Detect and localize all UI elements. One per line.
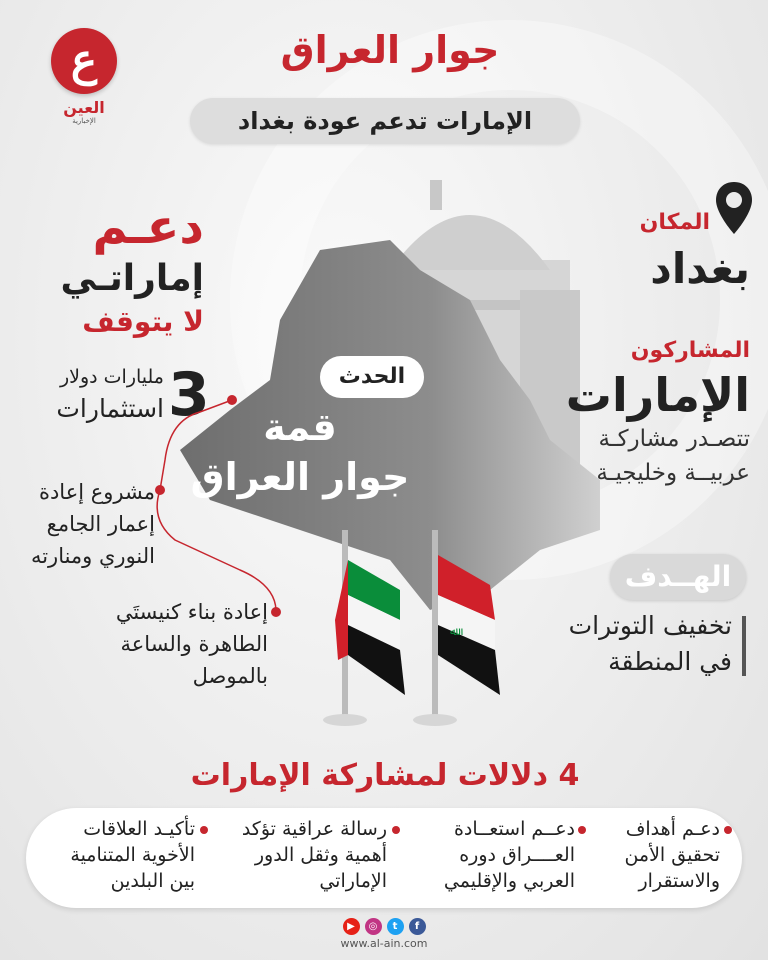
participants-description [510,422,750,490]
significance-bullet [724,826,732,834]
facebook-icon[interactable]: f [409,918,426,935]
significance-title: 4 دلالات لمشاركة الإمارات [190,758,580,793]
event-name-line1: قمة [263,405,337,449]
significance-bullet [578,826,586,834]
significance-item [400,816,575,894]
support-heading [24,198,204,342]
significance-bullet [392,826,400,834]
significance-item-line: رسالة عراقية تؤكد [241,818,387,840]
project-mosque: مشروع إعادة إعمار الجامع النوري ومنارته [30,480,155,568]
investment-number: 3 [168,360,210,430]
event-name [180,402,420,502]
significance-bullet [200,826,208,834]
event-tag: الحدث [320,356,424,398]
significance-item [212,816,387,894]
twitter-icon[interactable]: t [387,918,404,935]
significance-item-line: الإماراتي [319,870,387,892]
page-subtitle: الإمارات تدعم عودة بغداد [190,98,580,144]
investment-unit: مليارات دولار [59,366,164,388]
al-ain-logo [44,28,124,128]
place-value: بغداد [650,244,750,293]
significance-item-line: والاستقرار [638,870,720,892]
logo-name: العين [63,98,105,117]
participants-desc-line1: تتصـدر مشاركـة [598,426,750,452]
event-name-line2: جوار العراق [190,455,410,499]
significance-item-line: دعــم استعــادة [453,818,575,840]
support-line1: دعـم [92,199,204,255]
support-line2: إماراتـي [60,258,204,299]
goal-divider [742,616,746,676]
significance-item-line: العــــراق دوره [459,844,575,866]
page-title: جوار العراق [280,28,500,72]
goal-line2: في المنطقة [608,647,732,676]
significance-item [590,816,720,894]
significance-item-line: بين البلدين [110,870,195,892]
significance-item-line: الأخوية المتنامية [70,844,195,866]
significance-item-line: تحقيق الأمن [624,844,720,866]
significance-item-line: تأكيـد العلاقات [83,818,195,840]
social-links [312,918,456,935]
significance-item-line: أهمية وثقل الدور [254,844,387,866]
youtube-icon[interactable]: ▶ [343,918,360,935]
significance-item-line: العربي والإقليمي [443,870,575,892]
instagram-icon[interactable]: ◎ [365,918,382,935]
significance-item-line: دعـم أهداف [625,818,720,840]
flags-illustration [320,520,520,740]
iraq-flag [438,555,500,695]
goal-text [520,608,732,680]
project-churches: إعادة بناء كنيستَي الطاهرة والساعة بالموصل [115,600,268,688]
location-pin-icon [714,180,754,236]
logo-emblem [51,28,117,94]
significance-item [40,816,195,894]
investment-label: استثمارات [56,394,164,423]
participants-value: الإمارات [565,368,750,422]
website-link[interactable]: www.al-ain.com [340,937,428,950]
participants-desc-line2: عربيــة وخليجيـة [596,460,750,486]
logo-subtitle: الإخبارية [72,117,96,125]
goal-tag: الهــدف [610,554,746,600]
svg-text:ﷲ: ﷲ [450,625,457,638]
support-line3: لا يتوقف [82,305,204,338]
logo-glyph: ع [70,35,98,86]
place-label: المكان [639,210,710,235]
goal-line1: تخفيف التوترات [568,611,732,640]
footer [312,918,456,958]
participants-label: المشاركون [630,338,750,363]
